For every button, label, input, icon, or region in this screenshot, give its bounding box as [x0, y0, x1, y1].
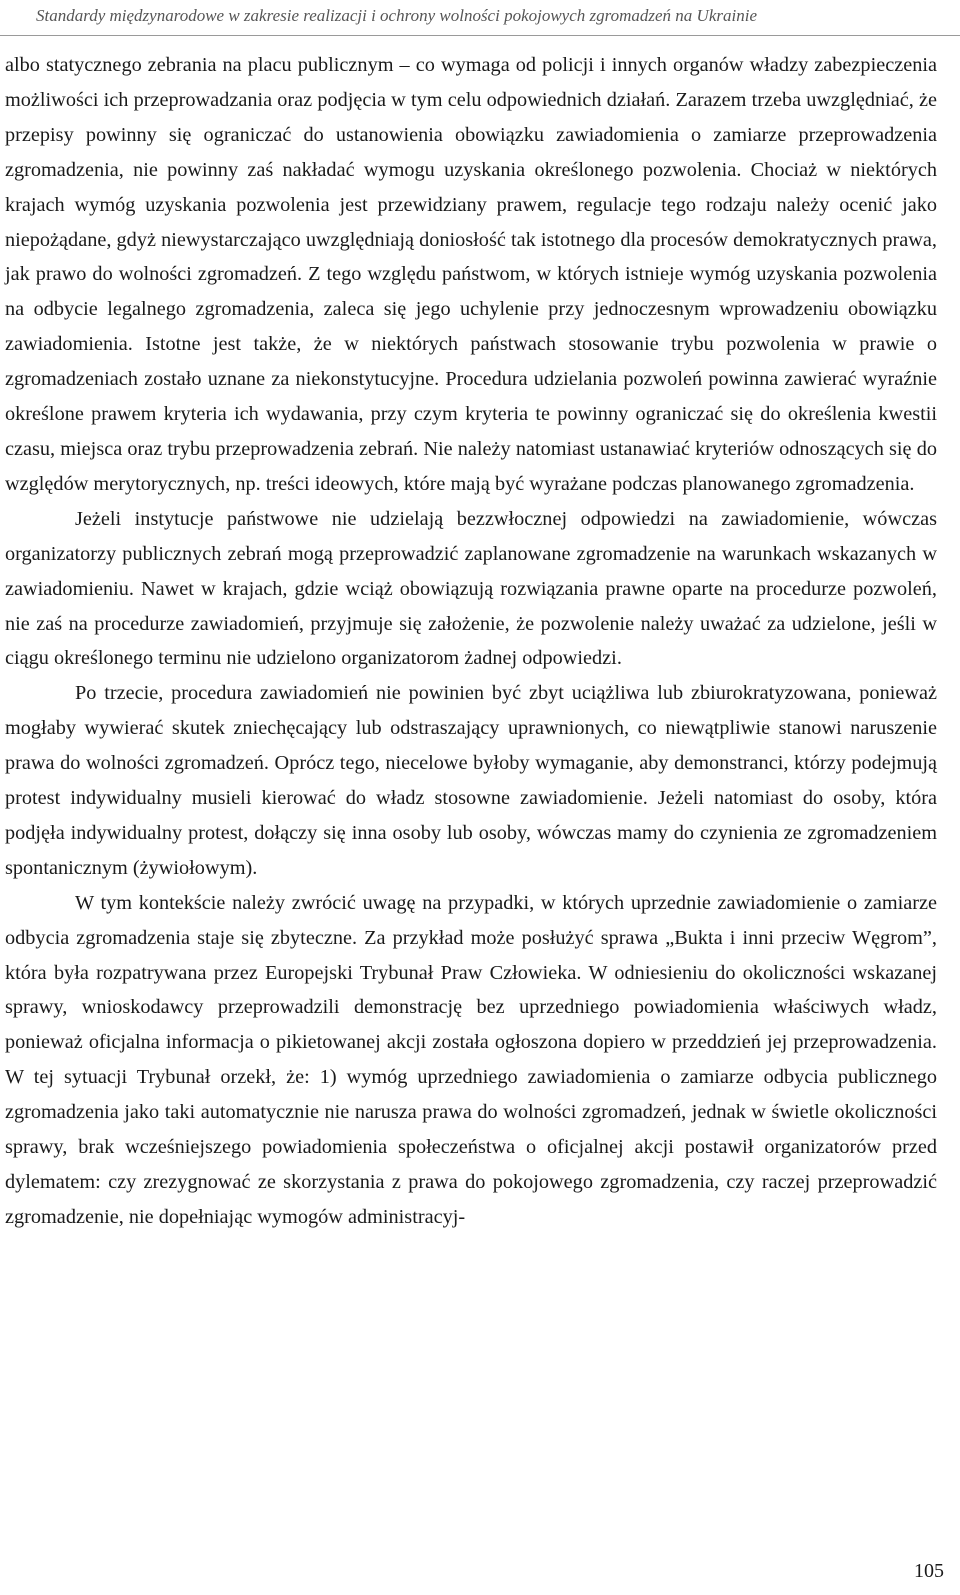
header-divider — [0, 35, 960, 36]
running-header: Standardy międzynarodowe w zakresie realizacji i ochrony wolności pokojowych zgromadzeń na Ukrainie — [36, 6, 757, 25]
page-body — [5, 48, 937, 1235]
paragraph-2: Jeżeli instytucje państwowe nie udzielają bezzwłocznej odpowiedzi na zawiadomienie, wówczas organizatorzy publicznych zebrań mogą przeprowadzić zaplanowane zgromadzenie na warunkach wskazanych w zawiadomieniu. Nawet w krajach, gdzie wciąż obowiązują rozwiązania prawne oparte na procedurze pozwoleń, nie zaś na procedurze zawiadomień, przyjmuje się założenie, że pozwolenie należy uważać za udzielone, jeśli w ciągu określonego terminu nie udzielono organizatorom żadnej odpowiedzi. — [5, 507, 937, 670]
paragraph-3: Po trzecie, procedura zawiadomień nie powinien być zbyt uciążliwa lub zbiurokratyzowana, ponieważ mogłaby wywierać skutek zniechęcający lub odstraszający uprawnionych, co niewątpliwie stanowi naruszenie prawa do wolności zgromadzeń. Oprócz tego, niecelowe byłoby wymaganie, aby demonstranci, którzy podejmują protest indywidualny musieli kierować do władz stosowne zawiadomienie. Jeżeli natomiast do osoby, która podjęła indywidualny protest, dołączy się inna osoby lub osoby, wówczas mamy do czynienia ze zgromadzeniem spontanicznym (żywiołowym). — [5, 682, 937, 879]
paragraph-4: W tym kontekście należy zwrócić uwagę na przypadki, w których uprzednie zawiadomienie o zamiarze odbycia zgromadzenia staje się zbyteczne. Za przykład może posłużyć sprawa „Bukta i inni przeciw Węgrom”, która była rozpatrywana przez Europejski Trybunał Praw Człowieka. W odniesieniu do okoliczności wskazanej sprawy, wnioskodawcy przeprowadzili demonstrację bez uprzedniego powiadomienia właściwych władz, ponieważ oficjalna informacja o pikietowanej akcji została ogłoszona dopiero w przeddzień jej przeprowadzenia. W tej sytuacji Trybunał orzekł, że: 1) wymóg uprzedniego zawiadomienia o zamiarze odbycia publicznego zgromadzenia jako taki automatycznie nie narusza prawa do wolności zgromadzeń, jednak w świetle okoliczności sprawy, brak wcześniejszego powiadomienia społeczeństwa o oficjalnej akcji postawił organizatorów przed dylematem: czy zrezygnować ze skorzystania z prawa do pokojowego zgromadzenia, czy raczej przeprowadzić zgromadzenie, nie dopełniając wymogów administracyj- — [5, 891, 937, 1228]
page-number: 105 — [914, 1560, 944, 1582]
paragraph-1: albo statycznego zebrania na placu publicznym – co wymaga od policji i innych organów władzy zabezpieczenia możliwości ich przeprowadzania oraz podjęcia w tym celu odpowiednich działań. Zarazem trzeba uwzględniać, że przepisy powinny się ograniczać do ustanowienia obowiązku zawiadomienia o zamiarze przeprowadzenia zgromadzenia, nie powinny zaś nakładać wymogu uzyskania określonego pozwolenia. Chociaż w niektórych krajach wymóg uzyskania pozwolenia jest przewidziany prawem, regulacje tego rodzaju należy ocenić jako niepożądane, gdyż niewystarczająco uwzględniają doniosłość tak istotnego dla procesów demokratycznych prawa, jak prawo do wolności zgromadzeń. Z tego względu państwom, w których istnieje wymóg uzyskania pozwolenia na odbycie legalnego zgromadzenia, zaleca się jego uchylenie przy jednoczesnym wprowadzeniu obowiązku zawiadomienia. Istotne jest także, że w niektórych państwach stosowanie trybu pozwolenia w prawie o zgromadzeniach zostało uznane za niekonstytucyjne. Procedura udzielania pozwoleń powinna zawierać wyraźnie określone prawem kryteria ich wydawania, przy czym kryteria te powinny ograniczać się do określenia kwestii czasu, miejsca oraz trybu przeprowadzenia zebrań. Nie należy natomiast ustanawiać kryteriów odnoszących się do względów merytorycznych, np. treści ideowych, które mają być wyrażane podczas planowanego zgromadzenia. — [5, 54, 937, 495]
